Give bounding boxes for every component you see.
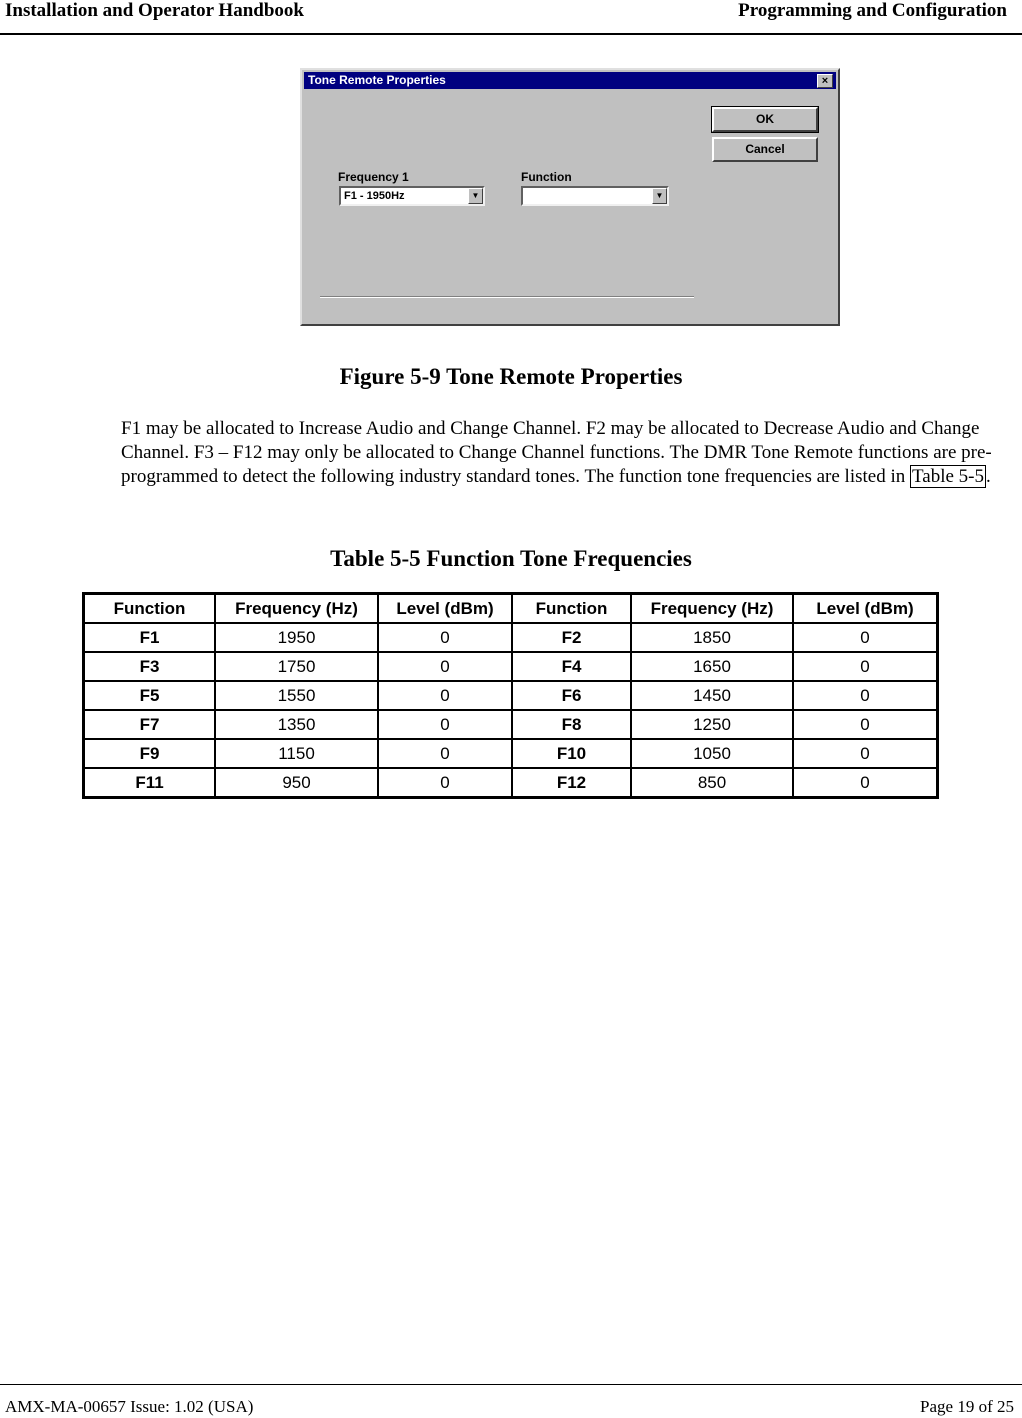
function-cell: F11 xyxy=(84,768,216,798)
paragraph-text: F1 may be allocated to Increase Audio and Change Channel. F2 may be allocated to Decrease Audio and Change Channel. F3 – F12 may only be allocated to Change Channel functions. The DMR Tone Remote functions are pre-programmed to detect the following industry standard tones. The function tone frequencies are listed in xyxy=(121,418,992,487)
tone-remote-properties-dialog xyxy=(300,68,840,326)
level-cell: 0 xyxy=(378,681,512,710)
level-cell: 0 xyxy=(793,652,938,681)
cancel-button[interactable]: Cancel xyxy=(712,137,818,162)
frequency-cell: 850 xyxy=(631,768,793,798)
document-id: AMX-MA-00657 Issue: 1.02 (USA) xyxy=(5,1397,254,1416)
dialog-title: Tone Remote Properties xyxy=(308,73,446,87)
level-cell: 0 xyxy=(793,768,938,798)
level-cell: 0 xyxy=(378,623,512,652)
table-row xyxy=(84,768,938,798)
frequency-cell: 1350 xyxy=(215,710,378,739)
frequency-label: Frequency 1 xyxy=(338,170,409,184)
table-header-row xyxy=(84,594,938,624)
page-number: Page 19 of 25 xyxy=(920,1397,1014,1416)
table-row xyxy=(84,710,938,739)
table-row xyxy=(84,652,938,681)
function-select[interactable] xyxy=(521,186,669,206)
col-header-level: Level (dBm) xyxy=(793,594,938,624)
dialog-title-bar xyxy=(304,72,836,89)
table-row xyxy=(84,681,938,710)
frequency-cell: 950 xyxy=(215,768,378,798)
header-title-left: Installation and Operator Handbook xyxy=(5,0,304,21)
level-cell: 0 xyxy=(378,652,512,681)
frequency-cell: 1850 xyxy=(631,623,793,652)
frequency-cell: 1550 xyxy=(215,681,378,710)
figure-caption: Figure 5-9 Tone Remote Properties xyxy=(339,364,683,389)
function-cell: F1 xyxy=(84,623,216,652)
page-header xyxy=(0,0,1022,35)
paragraph-end: . xyxy=(986,466,991,487)
frequency-select-value: F1 - 1950Hz xyxy=(344,190,405,202)
function-label: Function xyxy=(521,170,572,184)
level-cell: 0 xyxy=(378,710,512,739)
function-cell: F8 xyxy=(512,710,631,739)
function-cell: F2 xyxy=(512,623,631,652)
col-header-level: Level (dBm) xyxy=(378,594,512,624)
header-title-right: Programming and Configuration xyxy=(738,0,1007,21)
col-header-frequency: Frequency (Hz) xyxy=(215,594,378,624)
function-cell: F4 xyxy=(512,652,631,681)
chevron-down-icon[interactable]: ▼ xyxy=(468,188,483,204)
divider xyxy=(320,296,694,298)
col-header-function: Function xyxy=(84,594,216,624)
ok-button[interactable]: OK xyxy=(712,107,818,132)
function-cell: F3 xyxy=(84,652,216,681)
frequency-cell: 1650 xyxy=(631,652,793,681)
function-cell: F5 xyxy=(84,681,216,710)
table-row xyxy=(84,623,938,652)
function-cell: F6 xyxy=(512,681,631,710)
page-footer xyxy=(0,1384,1022,1418)
table-cross-reference-link[interactable]: Table 5-5 xyxy=(911,466,984,487)
frequency-cell: 1450 xyxy=(631,681,793,710)
frequency-cell: 1150 xyxy=(215,739,378,768)
close-icon[interactable]: × xyxy=(817,74,833,88)
level-cell: 0 xyxy=(793,710,938,739)
function-cell: F12 xyxy=(512,768,631,798)
table-row xyxy=(84,739,938,768)
level-cell: 0 xyxy=(378,739,512,768)
function-cell: F7 xyxy=(84,710,216,739)
frequency-cell: 1750 xyxy=(215,652,378,681)
frequency-cell: 1250 xyxy=(631,710,793,739)
body-paragraph xyxy=(121,417,1006,489)
level-cell: 0 xyxy=(793,623,938,652)
level-cell: 0 xyxy=(793,681,938,710)
level-cell: 0 xyxy=(793,739,938,768)
col-header-frequency: Frequency (Hz) xyxy=(631,594,793,624)
table-caption: Table 5-5 Function Tone Frequencies xyxy=(330,546,692,571)
frequency-cell: 1050 xyxy=(631,739,793,768)
chevron-down-icon[interactable]: ▼ xyxy=(652,188,667,204)
function-tone-table xyxy=(82,592,939,799)
frequency-cell: 1950 xyxy=(215,623,378,652)
col-header-function: Function xyxy=(512,594,631,624)
frequency-select[interactable] xyxy=(339,186,485,206)
function-cell: F9 xyxy=(84,739,216,768)
level-cell: 0 xyxy=(378,768,512,798)
function-cell: F10 xyxy=(512,739,631,768)
